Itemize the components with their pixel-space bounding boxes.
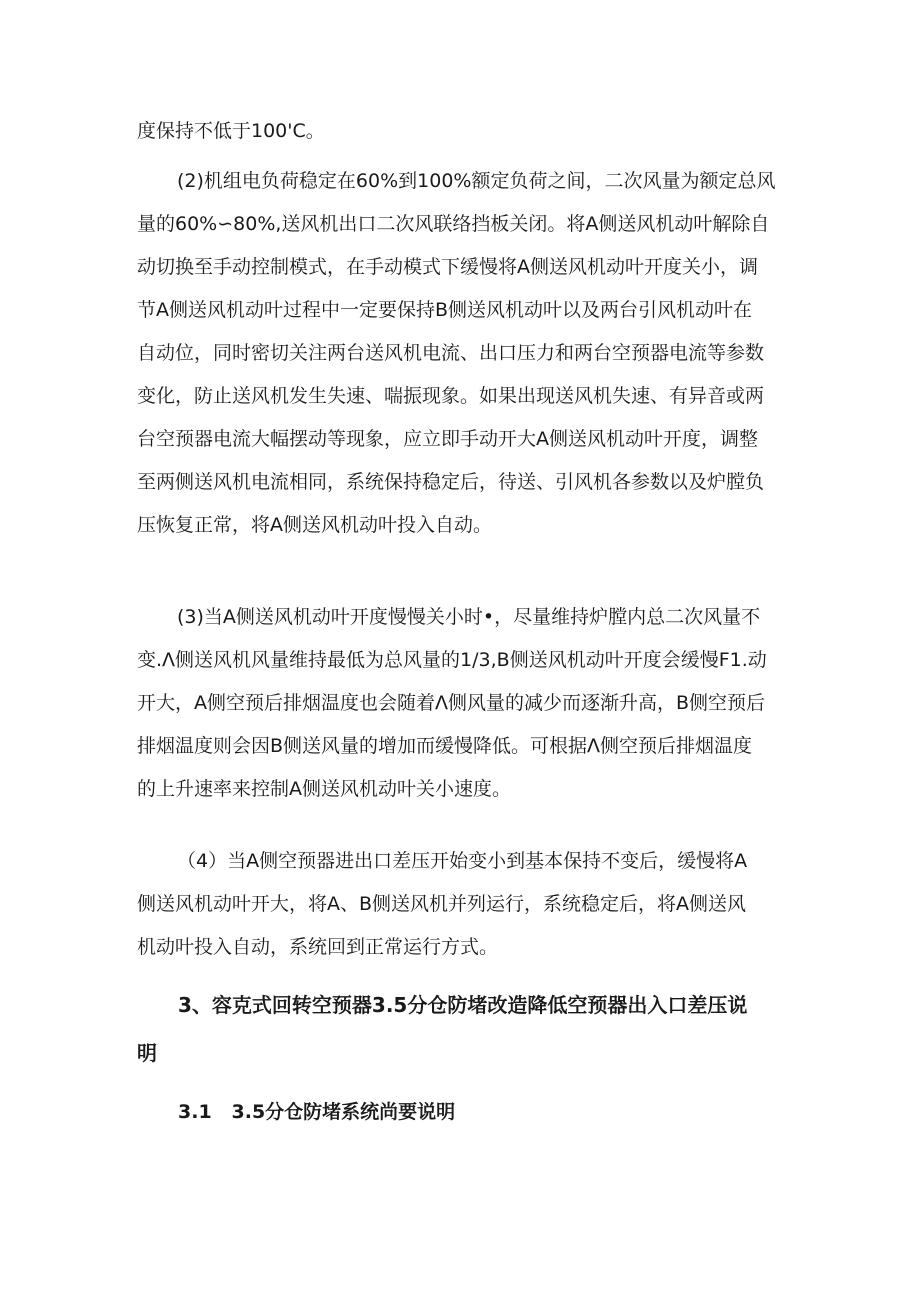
text-line: 机动叶投入自动，系统回到正常运行方式。 — [137, 936, 499, 958]
text-line: 变.Λ侧送风机风量维持最低为总风量的1/3,B侧送风机动叶开度会缓慢F1.动 — [137, 649, 767, 671]
paragraph-step-3 — [137, 596, 787, 811]
paragraph-step-2 — [137, 160, 787, 547]
text-line: 台空预器电流大幅摆动等现象，应立即手动开大A侧送风机动叶开度，调整 — [137, 428, 758, 450]
section-heading-3-1: 3.1 3.5分仓防堵系统尚要说明 — [178, 1101, 456, 1123]
text-line: （4）当A侧空预器进出口差压开始变小到基本保持不变后，缓慢将A — [177, 850, 748, 872]
text-line: (3)当A侧送风机动叶开度慢慢关小时•，尽量维持炉膛内总二次风量不 — [177, 606, 761, 628]
text-line: 的上升速率来控制A侧送风机动叶关小速度。 — [137, 778, 511, 800]
text-line: 压恢复正常，将A侧送风机动叶投入自动。 — [137, 514, 492, 536]
text-line: 度保持不低于100'C。 — [137, 120, 325, 142]
text-line: 开大，A侧空预后排烟温度也会随着Λ侧风量的减少而逐渐升高，B侧空预后 — [137, 692, 766, 714]
text-line: 至两侧送风机电流相同，系统保持稳定后，待送、引风机各参数以及炉膛负 — [137, 471, 765, 493]
paragraph-continuation — [137, 110, 787, 153]
heading-line: 明 — [137, 1041, 157, 1065]
section-heading-3-continuation — [137, 1029, 157, 1077]
section-heading-3 — [178, 981, 747, 1029]
text-line: 动切换至手动控制模式，在手动模式下缓慢将A侧送风机动叶开度关小，调 — [137, 256, 758, 278]
text-line: 节A侧送风机动叶过程中一定要保持B侧送风机动叶以及两台引风机动叶在 — [137, 299, 753, 321]
text-line: 自动位，同时密切关注两台送风机电流、出口压力和两台空预器电流等参数 — [137, 342, 765, 364]
text-line: 排烟温度则会因B侧送风量的增加而缓慢降低。可根据Λ侧空预后排烟温度 — [137, 735, 753, 757]
paragraph-step-4 — [137, 840, 787, 969]
text-line: 量的60%∽80%,送风机出口二次风联络挡板关闭。将A侧送风机动叶解除自 — [137, 213, 770, 235]
heading-line: 3、容克式回转空预器3.5分仓防堵改造降低空预器出入口差压说 — [178, 993, 748, 1017]
text-line: (2)机组电负荷稳定在60%到100%额定负荷之间，二次风量为额定总风 — [177, 170, 776, 192]
text-line: 变化，防止送风机发生失速、喘振现象。如果出现送风机失速、有异音或两 — [137, 385, 765, 407]
text-line: 侧送风机动叶开大，将A、B侧送风机并列运行，系统稳定后，将A侧送风 — [137, 893, 747, 915]
